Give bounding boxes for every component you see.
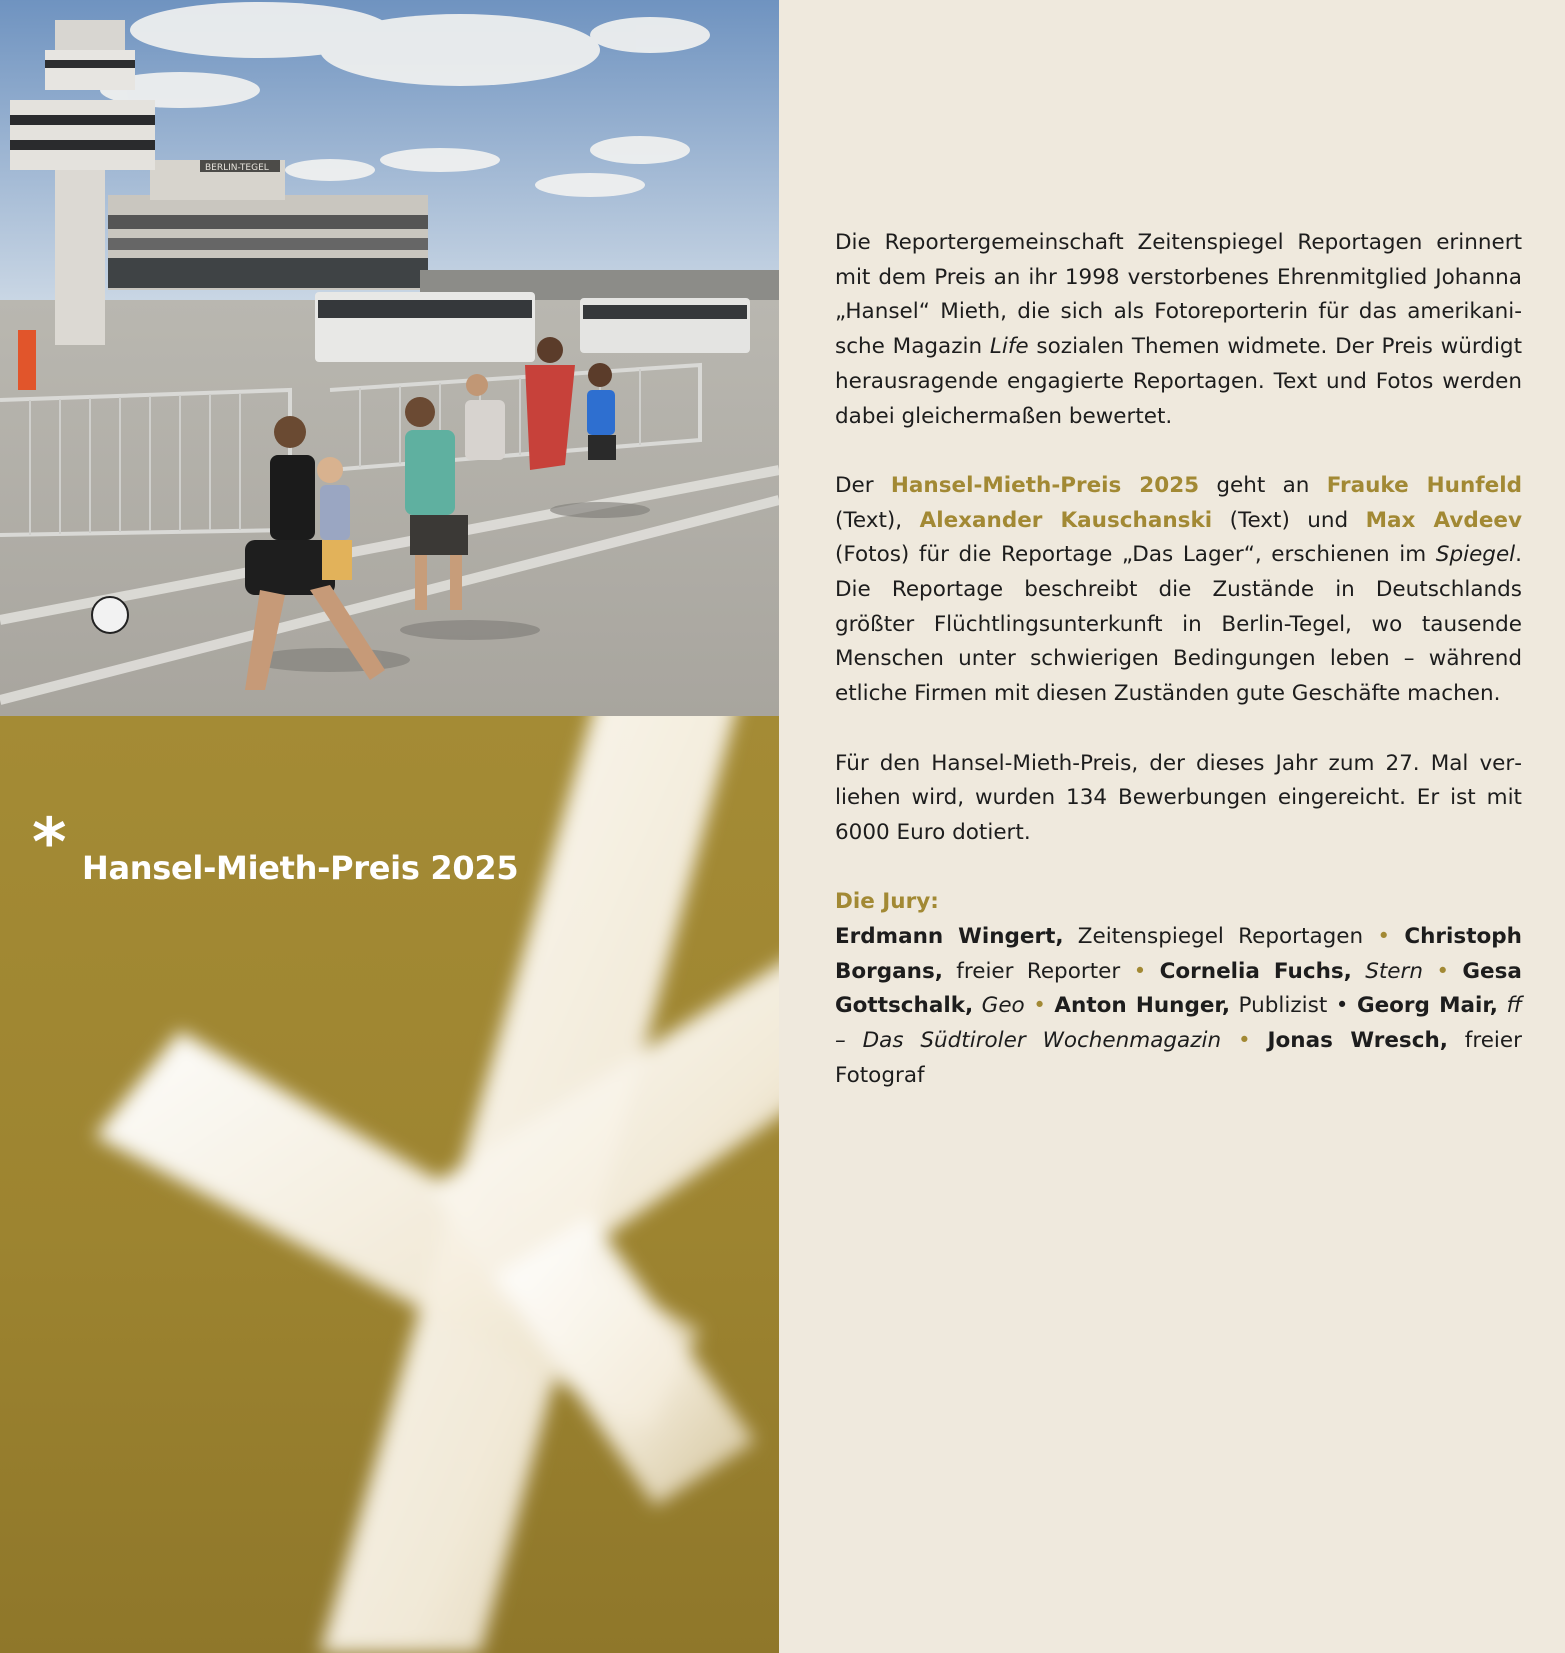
winner-hunfeld: Frauke Hunfeld xyxy=(1326,472,1522,498)
jury-member-name: Jonas Wresch, xyxy=(1267,1028,1448,1054)
intro-text-1: Die Reportergemeinschaft Zeitenspiegel Reportagen erinnert mit dem Preis an ihr 1998 verstorbenes Ehrenmitglied Johanna „Hansel“ Mieth, die sich als Fotoreporterin für das amerikanische Magazin xyxy=(835,230,1522,360)
award-text-2: geht an xyxy=(1199,472,1327,498)
text-column xyxy=(835,226,1522,1094)
magazine-name: Life xyxy=(989,334,1029,360)
jury-member-role: Stern xyxy=(1365,958,1423,984)
award-text-1: Der xyxy=(835,472,891,498)
jury-member-name: Cornelia Fuchs, xyxy=(1159,958,1352,984)
jury-member-role: freier Fotograf xyxy=(835,1028,1522,1088)
award-text-4: (Text) und xyxy=(1212,507,1366,533)
prize-title: Hansel-Mieth-Preis 2025 xyxy=(82,849,519,887)
bullet-separator: • xyxy=(1377,924,1391,950)
jury-member-role: Geo xyxy=(981,993,1025,1019)
award-text-3: (Text), xyxy=(835,507,920,533)
jury-member-role: freier Reporter xyxy=(956,958,1121,984)
jury-member-role: Zeitenspiegel Reportagen xyxy=(1077,924,1364,950)
winner-avdeev: Max Avdeev xyxy=(1365,507,1522,533)
bullet-separator: • xyxy=(1436,958,1450,984)
prize-name: Hansel-Mieth-Preis 2025 xyxy=(890,472,1200,498)
reportage-photo xyxy=(0,0,779,716)
jury-member-name: Gesa Gottschalk, xyxy=(835,958,1522,1019)
stats-paragraph: Für den Hansel-Mieth-Preis, der dieses Jahr zum 27. Mal verliehen wird, wurden 134 Bewerbungen eingereicht. Er ist mit 6000 Euro dotiert. xyxy=(835,750,1522,845)
tegel-airport-photo xyxy=(0,0,779,716)
jury-list xyxy=(835,920,1522,1094)
terminal-sign: BERLIN-TEGEL xyxy=(205,163,269,173)
prize-panel xyxy=(0,716,779,1653)
jury-member-name: Anton Hunger, xyxy=(1054,993,1231,1019)
bullet-separator: • xyxy=(1335,993,1349,1019)
asterisk-icon: * xyxy=(32,804,67,881)
intro-text-2: sozialen Themen widmete. Der Preis würdigt herausragende engagierte Reportagen. Text und Fotos werden dabei gleichermaßen bewertet. xyxy=(835,334,1522,429)
jury-member-name: Georg Mair, xyxy=(1356,993,1498,1019)
award-text-6: . Die Reportage beschreibt die Zustände in Deutschlands größter Flüchtlingsunterkunft in Berlin-Tegel, wo tausende Menschen unter schwierigen Bedingungen leben – während etliche Firmen mit diesen Zuständen gute Geschäfte machen. xyxy=(835,542,1522,707)
jury-heading: Die Jury: xyxy=(835,889,939,915)
jury-section xyxy=(835,885,1522,1093)
jury-member-role: ff – Das Südtiroler Wochenmagazin xyxy=(835,993,1522,1054)
bullet-separator: • xyxy=(1133,958,1147,984)
publication-name: Spiegel xyxy=(1435,542,1516,568)
bullet-separator: • xyxy=(1033,993,1046,1019)
bullet-separator: • xyxy=(1237,1028,1251,1054)
jury-member-name: Christoph Borgans, xyxy=(835,924,1522,984)
intro-paragraph xyxy=(835,226,1522,434)
left-column xyxy=(0,0,779,1653)
jury-member-role: Publizist xyxy=(1238,993,1328,1019)
award-paragraph xyxy=(835,469,1522,712)
winner-kauschanski: Alexander Kauschanski xyxy=(919,507,1213,533)
award-text-5: (Fotos) für die Reportage „Das Lager“, erschienen im xyxy=(835,542,1436,568)
jury-member-name: Erdmann Wingert, xyxy=(835,924,1064,950)
